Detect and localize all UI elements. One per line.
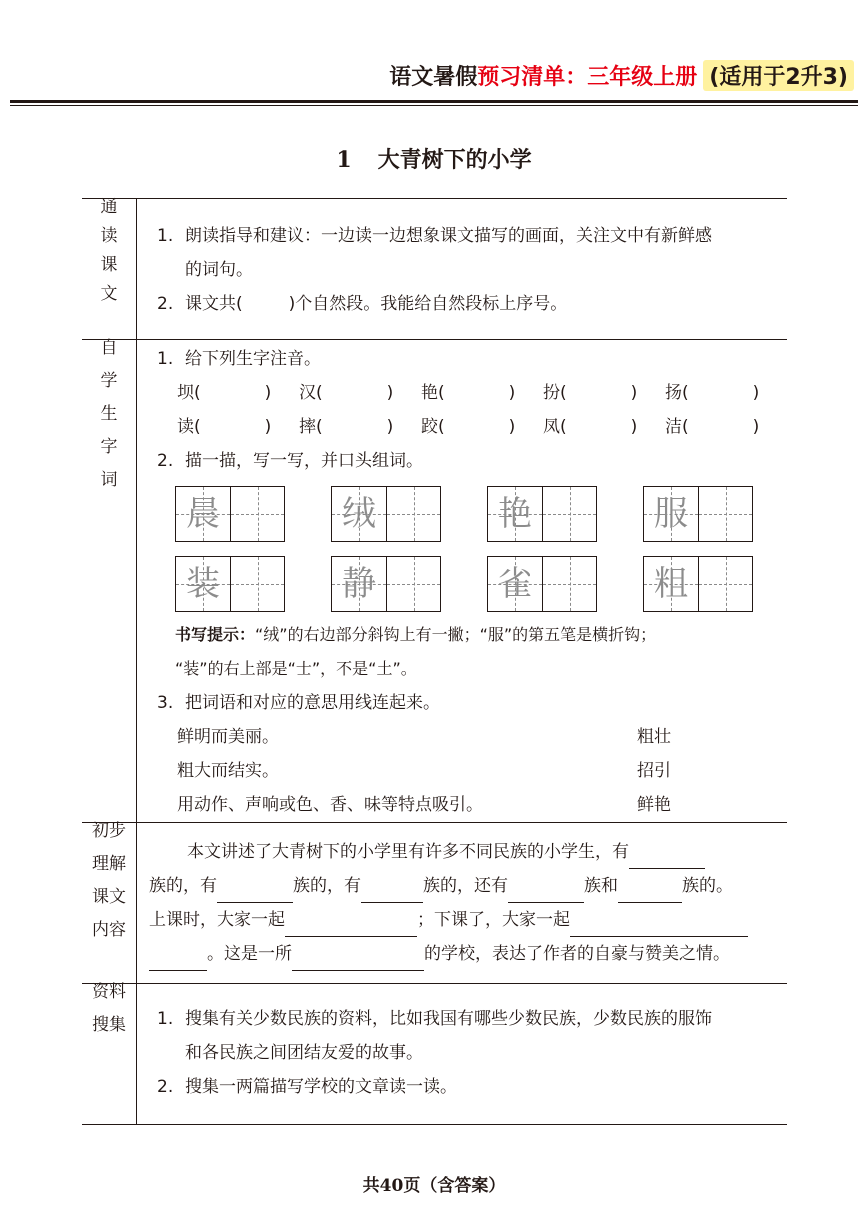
writing-tip-line1: 书写提示：“绒”的右边部分斜钩上有一撇；“服”的第五笔是横折钩； bbox=[175, 625, 657, 644]
section-understanding bbox=[82, 823, 787, 984]
section-selfstudy bbox=[82, 340, 787, 823]
writing-grid-row-2 bbox=[137, 556, 787, 612]
pinyin-item[interactable]: 扮( ) bbox=[543, 383, 638, 403]
pinyin-item[interactable]: 摔( ) bbox=[299, 417, 394, 437]
header-rule-thin bbox=[10, 105, 858, 106]
section-content-reading bbox=[137, 199, 788, 340]
selfstudy-q1: 1. 给下列生字注音。 bbox=[157, 349, 321, 369]
pinyin-item[interactable]: 坝( ) bbox=[177, 383, 272, 403]
answer-blank[interactable] bbox=[217, 878, 293, 903]
section-label-understanding: 初步 理解 课文 内容 bbox=[82, 823, 137, 984]
pinyin-item[interactable]: 汉( ) bbox=[299, 383, 394, 403]
answer-blank[interactable] bbox=[149, 946, 207, 971]
summary-line-1: 本文讲述了大青树下的小学里有许多不同民族的小学生，有 bbox=[149, 835, 787, 869]
header-rule-thick bbox=[10, 100, 858, 103]
pinyin-row-2 bbox=[137, 410, 787, 444]
answer-blank[interactable] bbox=[618, 878, 682, 903]
page-header bbox=[389, 58, 854, 92]
trace-char: 雀 bbox=[498, 564, 532, 604]
trace-char: 晨 bbox=[186, 494, 220, 534]
materials-item-2: 2. 搜集一两篇描写学校的文章读一读。 bbox=[157, 1077, 457, 1097]
pinyin-item[interactable]: 洁( ) bbox=[665, 417, 760, 437]
summary-line-3: 上课时，大家一起 ；下课了，大家一起 bbox=[149, 903, 787, 937]
trace-char: 装 bbox=[186, 564, 220, 604]
section-content-understanding bbox=[137, 823, 788, 984]
answer-blank[interactable] bbox=[292, 946, 424, 971]
writing-tip-line2: “装”的右上部是“士”，不是“土”。 bbox=[175, 659, 417, 678]
section-reading bbox=[82, 199, 787, 340]
selfstudy-q2: 2. 描一描，写一写，并口头组词。 bbox=[157, 451, 423, 471]
trace-char: 绒 bbox=[342, 494, 376, 534]
section-label-materials: 资料 搜集 bbox=[82, 984, 137, 1125]
pinyin-item[interactable]: 扬( ) bbox=[665, 383, 760, 403]
header-part1: 语文暑假 bbox=[389, 64, 478, 90]
lesson-title bbox=[0, 143, 868, 174]
section-label-selfstudy: 自 学 生 字 词 bbox=[82, 340, 137, 823]
summary-line-4: 。这是一所 的学校，表达了作者的自豪与赞美之情。 bbox=[149, 937, 787, 971]
selfstudy-q3: 3. 把词语和对应的意思用线连起来。 bbox=[157, 693, 440, 713]
section-content-selfstudy bbox=[137, 340, 788, 823]
pinyin-item[interactable]: 读( ) bbox=[177, 417, 272, 437]
reading-item-1-line2: 的词句。 bbox=[185, 260, 253, 280]
pinyin-item[interactable]: 凤( ) bbox=[543, 417, 638, 437]
answer-blank[interactable] bbox=[570, 912, 748, 937]
match-row: 粗大而结实。 招引 bbox=[177, 761, 671, 781]
pinyin-row-1 bbox=[137, 376, 787, 410]
pinyin-item[interactable]: 跤( ) bbox=[421, 417, 516, 437]
trace-char: 静 bbox=[342, 564, 376, 604]
writing-grid[interactable] bbox=[487, 486, 597, 542]
writing-grid[interactable] bbox=[643, 556, 753, 612]
reading-item-2: 2. 课文共( )个自然段。我能给自然段标上序号。 bbox=[157, 294, 568, 314]
writing-grid-row-1 bbox=[137, 486, 787, 542]
answer-blank[interactable] bbox=[285, 912, 417, 937]
writing-grid[interactable] bbox=[487, 556, 597, 612]
lesson-number: 1 bbox=[336, 147, 352, 173]
reading-item-1-line1: 1. 朗读指导和建议：一边读一边想象课文描写的画面，关注文中有新鲜感 bbox=[157, 226, 712, 246]
materials-item-1-line1: 1. 搜集有关少数民族的资料，比如我国有哪些少数民族，少数民族的服饰 bbox=[157, 1009, 712, 1029]
header-highlight: (适用于2升3) bbox=[703, 60, 854, 91]
summary-line-2: 族的，有 族的，有 族的，还有 族和 族的。 bbox=[149, 869, 787, 903]
answer-blank[interactable] bbox=[629, 844, 705, 869]
answer-blank[interactable] bbox=[508, 878, 584, 903]
trace-char: 艳 bbox=[498, 494, 532, 534]
page-footer: 共40页（含答案） bbox=[362, 1176, 506, 1196]
writing-grid[interactable] bbox=[175, 486, 285, 542]
writing-grid[interactable] bbox=[175, 556, 285, 612]
section-materials bbox=[82, 984, 787, 1125]
match-row: 用动作、声响或色、香、味等特点吸引。 鲜艳 bbox=[177, 795, 671, 815]
match-row: 鲜明而美丽。 粗壮 bbox=[177, 727, 671, 747]
writing-grid[interactable] bbox=[643, 486, 753, 542]
worksheet-table bbox=[82, 198, 787, 1125]
writing-grid[interactable] bbox=[331, 486, 441, 542]
pinyin-item[interactable]: 艳( ) bbox=[421, 383, 516, 403]
materials-item-1-line2: 和各民族之间团结友爱的故事。 bbox=[185, 1043, 423, 1063]
trace-char: 服 bbox=[654, 494, 688, 534]
answer-blank[interactable] bbox=[361, 878, 423, 903]
section-content-materials bbox=[137, 984, 788, 1125]
header-part2: 预习清单：三年级上册 bbox=[477, 64, 698, 90]
writing-grid[interactable] bbox=[331, 556, 441, 612]
section-label-reading: 通 读 课 文 bbox=[82, 199, 137, 340]
lesson-title-text: 大青树下的小学 bbox=[377, 147, 532, 173]
trace-char: 粗 bbox=[654, 564, 688, 604]
